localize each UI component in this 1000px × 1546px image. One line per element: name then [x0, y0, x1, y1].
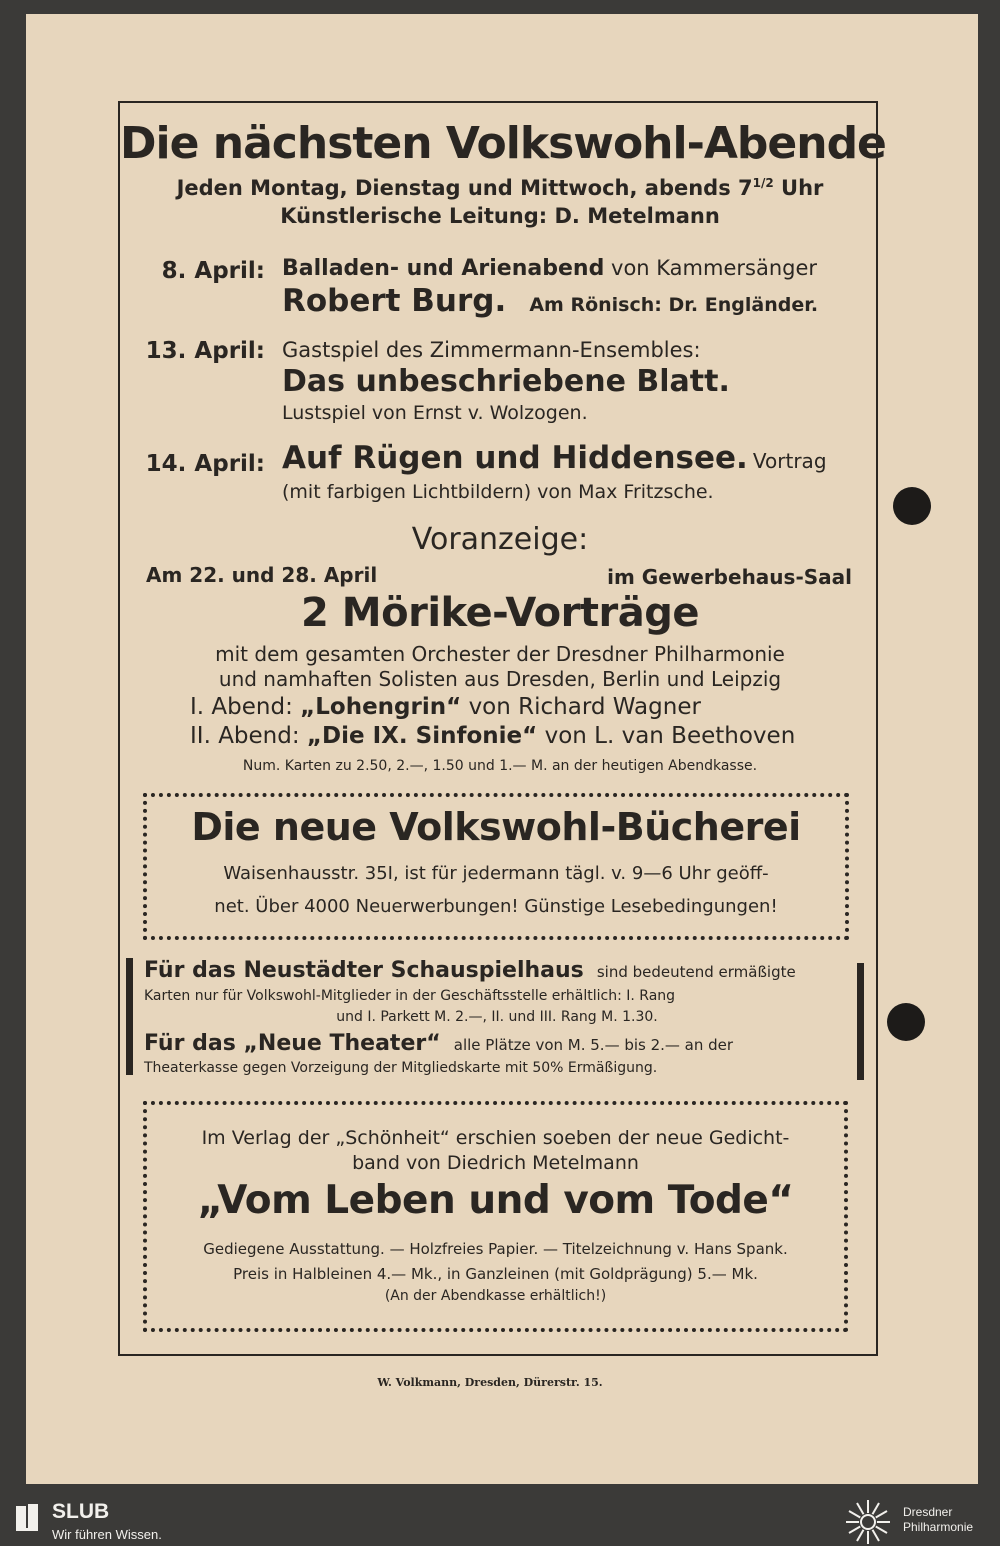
philharmonie-logo-icon [842, 1498, 894, 1546]
punch-hole-top [893, 487, 931, 525]
library-title: Die neue Volkswohl-Bücherei [191, 805, 801, 849]
event-line: Lustspiel von Ernst v. Wolzogen. [282, 402, 588, 424]
library-line: Waisenhausstr. 35I, ist für jedermann tägl. v. 9—6 Uhr geöff- [223, 863, 769, 884]
preview-venue: im Gewerbehaus-Saal [607, 565, 852, 589]
right-rule [857, 963, 864, 1080]
event-line: Robert Burg. Am Rönisch: Dr. Engländer. [282, 283, 819, 319]
printer-imprint: W. Volkmann, Dresden, Dürerstr. 15. [377, 1376, 603, 1389]
preview-heading: Voranzeige: [411, 522, 589, 557]
slub-tagline: Wir führen Wissen. [52, 1527, 162, 1542]
poster-title: Die nächsten Volkswohl-Abende [120, 118, 886, 169]
preview-line: und namhaften Solisten aus Dresden, Berlin und Leipzig [218, 667, 782, 691]
slub-logo-icon [14, 1502, 42, 1532]
footer-bar [0, 1497, 1000, 1546]
slub-brand[interactable]: SLUB [52, 1500, 110, 1523]
theater-line: und I. Parkett M. 2.—, II. und III. Rang M. 1.30. [336, 1009, 658, 1025]
preview-dates: Am 22. und 28. April [146, 563, 378, 587]
event-date: 8. April: [161, 258, 265, 284]
book-title: „Vom Leben und vom Tode“ [197, 1178, 794, 1223]
ticket-prices: Num. Karten zu 2.50, 2.—, 1.50 und 1.— M. an der heutigen Abendkasse. [242, 758, 758, 774]
event-title: Das unbeschriebene Blatt. [282, 364, 730, 399]
theater-line: Theaterkasse gegen Vorzeigung der Mitgliedskarte mit 50% Ermäßigung. [144, 1060, 658, 1076]
schedule-line: Jeden Montag, Dienstag und Mittwoch, abends $7^{1/2}$ Uhr [176, 176, 824, 200]
event-date: 14. April: [145, 451, 265, 477]
theater-line: Für das „Neue Theater“ alle Plätze von M. 5.— bis 2.— an der [144, 1031, 734, 1056]
preview-title: 2 Mörike-Vorträge [301, 590, 699, 636]
event-line: (mit farbigen Lichtbildern) von Max Fritzsche. [282, 481, 714, 503]
library-line: net. Über 4000 Neuerwerbungen! Günstige Lesebedingungen! [214, 896, 778, 917]
event-line: Balladen- und Arienabend von Kammersänger [282, 256, 818, 281]
event-line: Gastspiel des Zimmermann-Ensembles: [282, 338, 701, 362]
preview-line: mit dem gesamten Orchester der Dresdner Philharmonie [215, 642, 785, 666]
philharmonie-line2: Philharmonie [903, 1520, 974, 1534]
artistic-direction: Künstlerische Leitung: D. Metelmann [280, 204, 720, 228]
book-line: Im Verlag der „Schönheit“ erschien soeben der neue Gedicht- [201, 1127, 790, 1149]
theater-line: Karten nur für Volkswohl-Mitglieder in der Geschäftsstelle erhältlich: I. Rang [144, 988, 676, 1004]
book-line: (An der Abendkasse erhältlich!) [384, 1288, 607, 1304]
event-date: 13. April: [145, 338, 265, 364]
evening-1: I. Abend: „Lohengrin“ von Richard Wagner [190, 694, 701, 720]
event-line: Auf Rügen und Hiddensee. Vortrag [282, 440, 827, 476]
theater-line: Für das Neustädter Schauspielhaus sind bedeutend ermäßigte [144, 958, 796, 983]
book-line: Gediegene Ausstattung. — Holzfreies Papier. — Titelzeichnung v. Hans Spank. [203, 1240, 788, 1258]
left-rule [126, 958, 133, 1075]
punch-hole-bottom [887, 1003, 925, 1041]
book-line: band von Diedrich Metelmann [352, 1152, 639, 1174]
philharmonie-line1: Dresdner [903, 1505, 953, 1519]
evening-2: II. Abend: „Die IX. Sinfonie“ von L. van Beethoven [190, 723, 796, 749]
book-line: Preis in Halbleinen 4.— Mk., in Ganzleinen (mit Goldprägung) 5.— Mk. [233, 1265, 758, 1283]
